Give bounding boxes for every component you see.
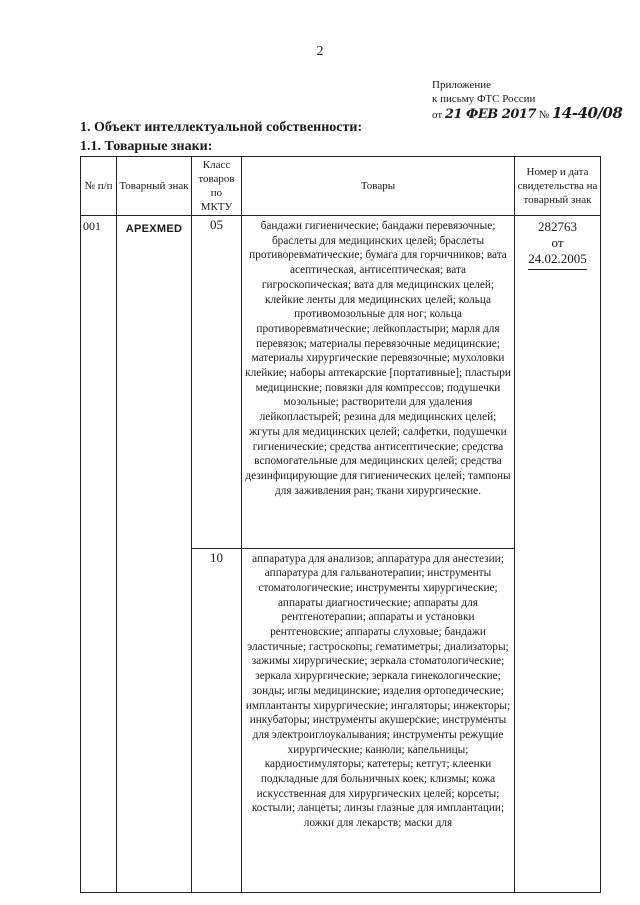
trademark-logo: APEXMED	[125, 223, 183, 235]
page-number: 2	[316, 44, 324, 59]
registration-from: от	[551, 235, 564, 250]
registration-date: 24.02.2005	[528, 251, 587, 266]
header-num: № п/п	[81, 157, 117, 216]
handwritten-date: 21 ФЕВ 2017	[444, 107, 536, 122]
trademark-cell	[117, 216, 192, 549]
class-number: 10	[192, 548, 242, 892]
table-row	[81, 548, 601, 892]
registration-number: 282763	[538, 219, 577, 234]
registration-cell	[515, 216, 601, 549]
header-goods: Товары	[242, 157, 515, 216]
subsection-heading: 1.1. Товарные знаки:	[80, 139, 213, 154]
trademark-cell-empty	[117, 548, 192, 892]
class-number: 05	[192, 216, 242, 549]
number-prefix: №	[538, 109, 550, 121]
header-class: Класс товаров по МКТУ	[192, 157, 242, 216]
row-number: 001	[81, 216, 117, 549]
annex-block	[432, 78, 622, 122]
trademarks-table	[80, 156, 601, 893]
date-prefix: от	[432, 109, 443, 121]
annex-date-line	[432, 106, 622, 122]
handwritten-number: 14-40/08	[551, 104, 623, 122]
header-registration: Номер и дата свидетельства на товарный знак	[515, 157, 601, 216]
table-header-row	[81, 157, 601, 216]
header-mark: Товарный знак	[117, 157, 192, 216]
goods-list: бандажи гигиенические; бандажи перевязочные; браслеты для медицинских целей; браслеты противоревматические; бумага для горчичников; вата асептическая, антисептическая; вата гигроскопическая; вата для медицинских целей; клейкие ленты для медицинских целей; кольца противомозольные для ног; кольца противоревматические; лейкопластыри; марля для перевязок; материалы перевязочные медицинские; материалы хирургические перевязочные; мухоловки клейкие; наборы аптекарские [портативные]; пластыри медицинские; повязки для компрессов; подушечки мозольные; растворители для удаления лейкопластырей; резина для медицинских целей; жгуты для медицинских целей; салфетки, подушечки гигиенические; средства антисептические; средства вспомогательные для медицинских целей; средства дезинфицирующие для гигиенических целей; тампоны для заживления ран; ткани хирургические.	[242, 216, 515, 549]
annex-title: Приложение	[432, 79, 492, 91]
section-heading: 1. Объект интеллектуальной собственности:	[80, 120, 363, 135]
table-row	[81, 216, 601, 549]
goods-list: аппаратура для анализов; аппаратура для анестезии; аппаратура для гальванотерапии; инструменты стоматологические; инструменты хирургические; аппараты диагностические; аппараты для рентгенотерапии; аппараты и установки рентгеновские; аппараты слуховые; бандажи эластичные; гастроскопы; гематиметры; диализаторы; зажимы хирургические; зеркала стоматологические; зеркала хирургические; зеркала гинекологические; зонды; иглы медицинские; изделия ортопедические; имплантанты хирургические; ингаляторы; инжекторы; инкубаторы; инструменты акушерские; инструменты для электроиглоукалывания; инструменты режущие хирургические; канюли; капельницы; кардиостимуляторы; катетеры; кетгут; клеенки подкладные для больничных коек; клизмы; кожа искусственная для хирургических целей; корсеты; костыли; ланцеты; линзы глазные для имплантации; ложки для лекарств; маски для	[242, 548, 515, 892]
registration-block	[528, 219, 587, 270]
annex-letter: к письму ФТС России	[432, 93, 536, 105]
row-number-empty	[81, 548, 117, 892]
registration-cell-empty	[515, 548, 601, 892]
